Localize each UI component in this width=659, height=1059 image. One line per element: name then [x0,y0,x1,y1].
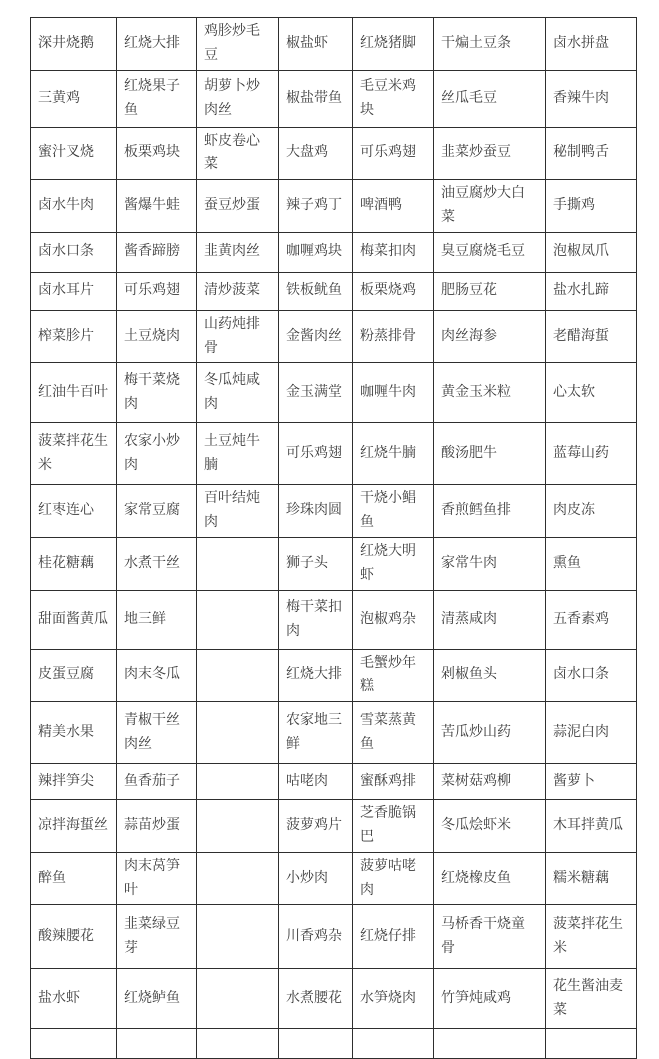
dish-cell: 红烧大排 [117,18,197,71]
dish-cell: 辣子鸡丁 [279,180,353,233]
empty-cell [31,1029,117,1059]
table-row [31,485,637,538]
empty-cell [117,1029,197,1059]
dish-cell: 黄金玉米粒 [434,363,546,423]
dish-cell: 青椒干丝肉丝 [117,702,197,764]
dish-cell: 土豆烧肉 [117,310,197,363]
dish-cell: 狮子头 [279,537,353,590]
dish-cell: 卤水口条 [31,232,117,272]
dish-cell: 泡椒凤爪 [546,232,637,272]
dish-cell: 甜面酱黄瓜 [31,590,117,649]
dish-cell: 韭黄肉丝 [197,232,279,272]
dish-cell: 酱萝卜 [546,764,637,800]
dish-cell: 胡萝卜炒肉丝 [197,70,279,127]
dish-cell: 卤水牛肉 [31,180,117,233]
dish-cell: 金玉满堂 [279,363,353,423]
menu-table-body [31,18,637,1059]
dish-cell: 鸡胗炒毛豆 [197,18,279,71]
dish-cell: 熏鱼 [546,537,637,590]
dish-cell: 醉鱼 [31,852,117,905]
dish-cell: 菠菜拌花生米 [546,905,637,969]
dish-cell: 鱼香茄子 [117,764,197,800]
dish-cell: 剁椒鱼头 [434,649,546,702]
table-row [31,423,637,485]
table-row [31,649,637,702]
dish-cell: 卤水口条 [546,649,637,702]
dish-cell: 雪菜蒸黄鱼 [353,702,434,764]
dish-cell: 菠萝鸡片 [279,800,353,853]
table-row [31,232,637,272]
dish-cell: 老醋海蜇 [546,310,637,363]
dish-cell: 梅菜扣肉 [353,232,434,272]
dish-cell: 酸汤肥牛 [434,423,546,485]
dish-cell: 木耳拌黄瓜 [546,800,637,853]
dish-cell: 冬瓜烩虾米 [434,800,546,853]
dish-cell: 盐水虾 [31,969,117,1029]
empty-cell [434,1029,546,1059]
dish-cell: 地三鲜 [117,590,197,649]
dish-cell: 家常牛肉 [434,537,546,590]
table-row [31,590,637,649]
dish-cell: 蒜苗炒蛋 [117,800,197,853]
dish-cell: 菠萝咕咾肉 [353,852,434,905]
dish-cell: 啤酒鸭 [353,180,434,233]
dish-cell: 韭菜炒蚕豆 [434,127,546,180]
dish-cell: 红油牛百叶 [31,363,117,423]
dish-cell: 红烧仔排 [353,905,434,969]
dish-cell: 川香鸡杂 [279,905,353,969]
table-row [31,180,637,233]
dish-cell: 红烧鲈鱼 [117,969,197,1029]
dish-cell: 百叶结炖肉 [197,485,279,538]
dish-cell: 土豆炖牛腩 [197,423,279,485]
dish-cell: 马桥香干烧童骨 [434,905,546,969]
dish-cell: 深井烧鹅 [31,18,117,71]
empty-cell [197,905,279,969]
dish-cell: 泡椒鸡杂 [353,590,434,649]
table-row [31,969,637,1029]
dish-cell: 红烧橡皮鱼 [434,852,546,905]
dish-cell: 梅干菜扣肉 [279,590,353,649]
dish-cell: 桂花糖藕 [31,537,117,590]
menu-table [30,17,637,1059]
dish-cell: 盐水扎蹄 [546,272,637,310]
empty-cell [197,702,279,764]
dish-cell: 竹笋炖咸鸡 [434,969,546,1029]
table-row [31,272,637,310]
table-row [31,764,637,800]
dish-cell: 小炒肉 [279,852,353,905]
dish-cell: 花生酱油麦菜 [546,969,637,1029]
dish-cell: 酱爆牛蛙 [117,180,197,233]
dish-cell: 肉末冬瓜 [117,649,197,702]
empty-cell [197,590,279,649]
dish-cell: 三黄鸡 [31,70,117,127]
dish-cell: 卤水拼盘 [546,18,637,71]
dish-cell: 菜树菇鸡柳 [434,764,546,800]
dish-cell: 秘制鸭舌 [546,127,637,180]
table-row [31,310,637,363]
dish-cell: 香煎鳕鱼排 [434,485,546,538]
dish-cell: 板栗烧鸡 [353,272,434,310]
dish-cell: 手撕鸡 [546,180,637,233]
dish-cell: 韭菜绿豆芽 [117,905,197,969]
dish-cell: 肉末莴笋叶 [117,852,197,905]
dish-cell: 苦瓜炒山药 [434,702,546,764]
dish-cell: 五香素鸡 [546,590,637,649]
dish-cell: 肉丝海参 [434,310,546,363]
dish-cell: 虾皮卷心菜 [197,127,279,180]
dish-cell: 椒盐带鱼 [279,70,353,127]
dish-cell: 咖喱牛肉 [353,363,434,423]
table-row [31,18,637,71]
dish-cell: 家常豆腐 [117,485,197,538]
empty-cell [197,800,279,853]
table-row [31,363,637,423]
dish-cell: 蜜汁叉烧 [31,127,117,180]
dish-cell: 红烧果子鱼 [117,70,197,127]
dish-cell: 糯米糖藕 [546,852,637,905]
empty-cell [279,1029,353,1059]
dish-cell: 心太软 [546,363,637,423]
dish-cell: 清炒菠菜 [197,272,279,310]
dish-cell: 干烧小鲳鱼 [353,485,434,538]
dish-cell: 蚕豆炒蛋 [197,180,279,233]
dish-cell: 椒盐虾 [279,18,353,71]
dish-cell: 毛蟹炒年糕 [353,649,434,702]
dish-cell: 酱香蹄膀 [117,232,197,272]
dish-cell: 肥肠豆花 [434,272,546,310]
dish-cell: 酸辣腰花 [31,905,117,969]
table-row [31,537,637,590]
dish-cell: 精美水果 [31,702,117,764]
dish-cell: 毛豆米鸡块 [353,70,434,127]
empty-cell [353,1029,434,1059]
dish-cell: 红烧猪脚 [353,18,434,71]
empty-cell [197,969,279,1029]
table-row [31,1029,637,1059]
dish-cell: 板栗鸡块 [117,127,197,180]
dish-cell: 粉蒸排骨 [353,310,434,363]
dish-cell: 可乐鸡翅 [279,423,353,485]
empty-cell [197,537,279,590]
dish-cell: 干煸土豆条 [434,18,546,71]
empty-cell [197,852,279,905]
table-row [31,70,637,127]
empty-cell [546,1029,637,1059]
dish-cell: 红烧大明虾 [353,537,434,590]
empty-cell [197,649,279,702]
dish-cell: 水煮干丝 [117,537,197,590]
dish-cell: 咖喱鸡块 [279,232,353,272]
dish-cell: 蜜酥鸡排 [353,764,434,800]
dish-cell: 红烧大排 [279,649,353,702]
dish-cell: 卤水耳片 [31,272,117,310]
dish-cell: 水笋烧肉 [353,969,434,1029]
dish-cell: 大盘鸡 [279,127,353,180]
dish-cell: 农家小炒肉 [117,423,197,485]
dish-cell: 凉拌海蜇丝 [31,800,117,853]
empty-cell [197,1029,279,1059]
dish-cell: 农家地三鲜 [279,702,353,764]
dish-cell: 水煮腰花 [279,969,353,1029]
dish-cell: 菠菜拌花生米 [31,423,117,485]
dish-cell: 辣拌笋尖 [31,764,117,800]
dish-cell: 丝瓜毛豆 [434,70,546,127]
dish-cell: 蓝莓山药 [546,423,637,485]
table-row [31,852,637,905]
table-row [31,905,637,969]
dish-cell: 臭豆腐烧毛豆 [434,232,546,272]
dish-cell: 清蒸咸肉 [434,590,546,649]
table-row [31,702,637,764]
dish-cell: 香辣牛肉 [546,70,637,127]
dish-cell: 油豆腐炒大白菜 [434,180,546,233]
table-row [31,800,637,853]
dish-cell: 红烧牛腩 [353,423,434,485]
dish-cell: 可乐鸡翅 [353,127,434,180]
dish-cell: 咕咾肉 [279,764,353,800]
dish-cell: 梅干菜烧肉 [117,363,197,423]
dish-cell: 金酱肉丝 [279,310,353,363]
dish-cell: 红枣连心 [31,485,117,538]
dish-cell: 珍珠肉圆 [279,485,353,538]
dish-cell: 榨菜胗片 [31,310,117,363]
dish-cell: 肉皮冻 [546,485,637,538]
dish-cell: 铁板鱿鱼 [279,272,353,310]
dish-cell: 冬瓜炖咸肉 [197,363,279,423]
dish-cell: 山药炖排骨 [197,310,279,363]
dish-cell: 芝香脆锅巴 [353,800,434,853]
dish-cell: 蒜泥白肉 [546,702,637,764]
dish-cell: 皮蛋豆腐 [31,649,117,702]
empty-cell [197,764,279,800]
dish-cell: 可乐鸡翅 [117,272,197,310]
table-row [31,127,637,180]
